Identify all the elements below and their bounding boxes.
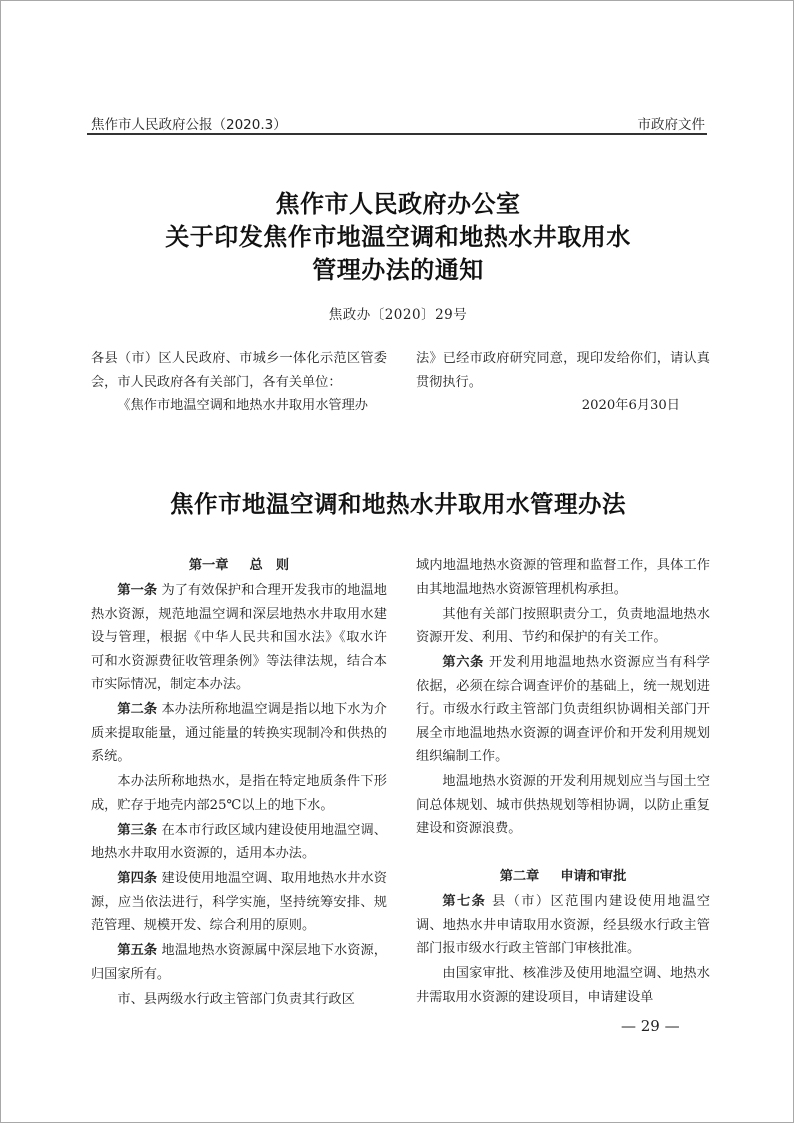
article-text: 建设使用地温空调、取用地热水井水资源，应当依法进行，科学实施，坚持统筹安排、规范管理、规模开发、综合利用的原则。 [91,871,387,933]
page-number: — 29 — [621,1017,680,1035]
notice-title-line: 管理办法的通知 [312,255,484,284]
article-label: 第二条 [117,702,158,717]
section-label: 市政府文件 [637,117,705,133]
article-label: 第四条 [117,871,158,886]
article-label: 第三条 [117,822,158,838]
article [91,579,387,697]
chapter-name: 申请和审批 [560,869,627,884]
notice-title [1,187,794,286]
issue-date: 2020年6月30日 [581,398,680,413]
article-label: 第五条 [117,943,158,958]
article [91,819,387,866]
addressee: 各县（市）区人民政府、市城乡一体化示范区管委会，市人民政府各有关部门，各有关单位： [91,351,387,390]
header-divider [87,133,707,135]
notice-title-line: 焦作市人民政府办公室 [275,189,521,218]
article-text: 开发利用地温地热水资源应当有科学依据，必须在综合调查评价的基础上，统一规划进行。市级水行政主管部门负责组织协调相关部门开展全市地温地热水资源的调查评价和开发利用规划组织编制工作。 [416,655,710,764]
publication-name: 焦作市人民政府公报（2020.3） [91,117,287,133]
article-paragraph: 本办法所称地热水，是指在特定地质条件下形成，贮存于地壳内部25℃以上的地下水。 [91,774,387,813]
article [91,867,387,938]
notice-title-line: 关于印发焦作市地温空调和地热水井取用水 [165,222,631,251]
chapter-heading [416,865,710,889]
regulation-column-right [416,554,710,1011]
notice-body-right [416,347,710,418]
chapter-name: 总 则 [249,558,290,573]
article-text: 为了有效保护和合理开发我市的地温地热水资源，规范地温空调和深层地热水井取用水建设与管理，根据《中华人民共和国水法》《取水许可和水资源费征收管理条例》等法律法规，结合本市实际情况，制定本办法。 [91,583,387,692]
article-text: 在本市行政区域内建设使用地温空调、地热水井取用水资源的，适用本办法。 [91,822,387,861]
regulation-column-left [91,554,387,1013]
spacer [416,842,710,865]
article [416,890,710,961]
chapter-label: 第二章 [499,869,540,884]
article-paragraph: 域内地温地热水资源的管理和监督工作，具体工作由其地温地热水资源管理机构承担。 [416,558,710,597]
article-text: 地温地热水资源属中深层地下水资源，归国家所有。 [91,943,387,982]
article-label: 第六条 [442,655,484,670]
article-label: 第七条 [442,894,487,909]
article-text: 本办法所称地温空调是指以地下水为介质来提取能量，通过能量的转换实现制冷和供热的系统。 [91,702,387,764]
article-text: 县（市）区范围内建设使用地温空调、地热水井申请取用水资源，经县级水行政主管部门报市级水行政主管部门审核批准。 [416,894,710,956]
notice-body-part: 法》已经市政府研究同意，现印发给你们，请认真贯彻执行。 [416,351,710,390]
chapter-label: 第一章 [188,558,229,573]
article-paragraph: 由国家审批、核准涉及使用地温空调、地热水井需取用水资源的建设项目，申请建设单 [416,966,710,1005]
article [91,939,387,986]
chapter-heading [91,554,387,578]
article-paragraph: 市、县两级水行政主管部门负责其行政区 [117,991,355,1007]
article [91,698,387,769]
document-number: 焦政办〔2020〕29号 [328,307,468,323]
running-header [91,113,705,135]
article [416,651,710,769]
notice-body-left [91,347,387,418]
article-paragraph: 其他有关部门按照职责分工，负责地温地热水资源开发、利用、节约和保护的有关工作。 [416,606,710,645]
notice-body-part: 《焦作市地温空调和地热水井取用水管理办 [117,398,368,413]
article-paragraph: 地温地热水资源的开发利用规划应当与国土空间总体规划、城市供热规划等相协调，以防止重复建设和资源浪费。 [416,774,710,836]
article-label: 第一条 [117,583,158,598]
regulation-title: 焦作市地温空调和地热水井取用水管理办法 [170,490,626,518]
